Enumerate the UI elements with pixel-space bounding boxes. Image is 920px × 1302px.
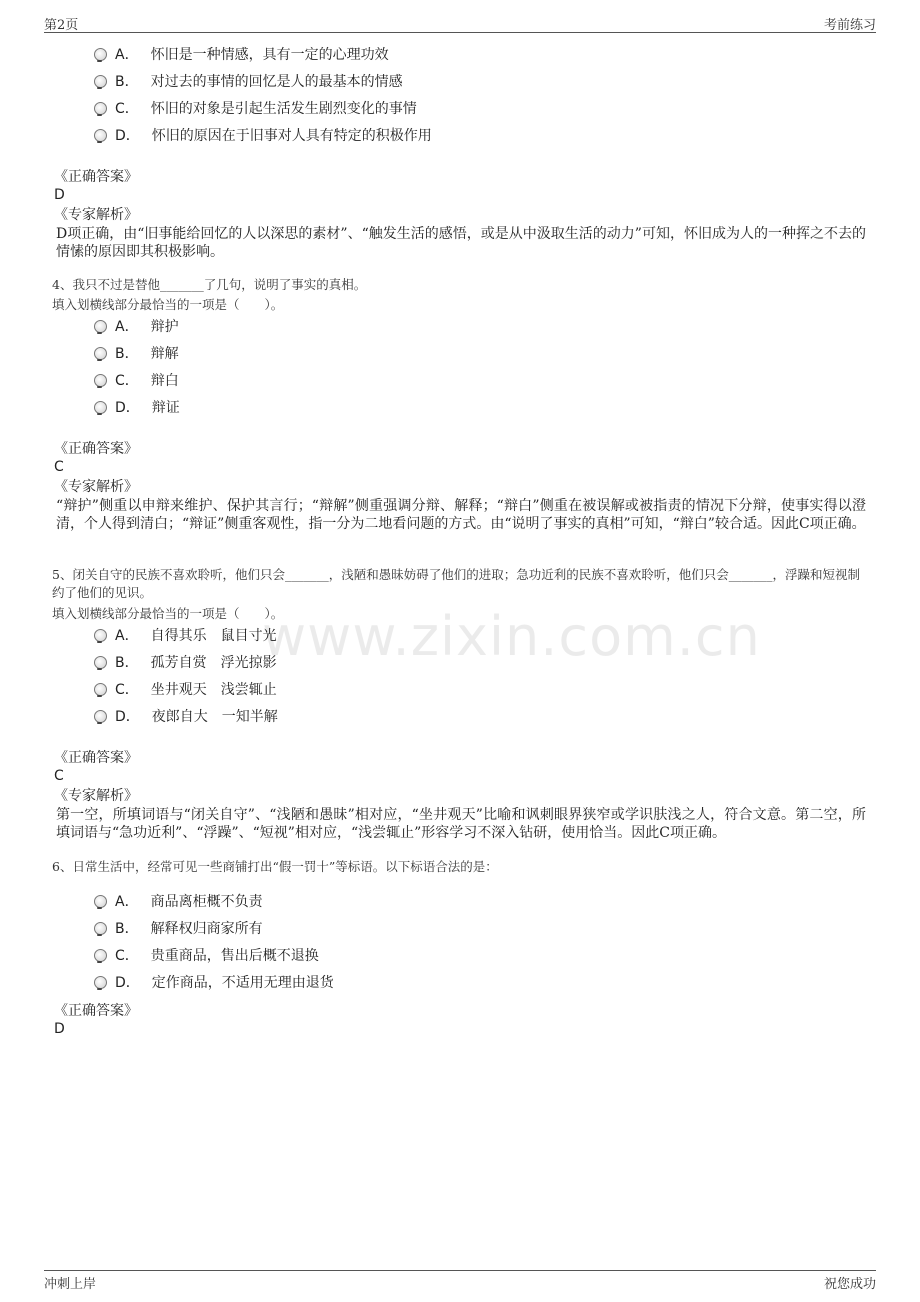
radio-icon[interactable] bbox=[94, 347, 107, 360]
q6-option-b[interactable]: B． 解释权归商家所有 bbox=[94, 918, 263, 940]
q3-option-d[interactable]: D． 怀旧的原因在于旧事对人具有特定的积极作用 bbox=[94, 125, 432, 147]
analysis-label: 《专家解析》 bbox=[54, 788, 138, 804]
radio-icon[interactable] bbox=[94, 656, 107, 669]
answer-value: D bbox=[54, 1021, 65, 1037]
analysis-text: D项正确，由“旧事能给回忆的人以深思的素材”、“触发生活的感悟，或是从中汲取生活的动力”可知，怀旧成为人的一种挥之不去的情愫的原因即其积极影响。 bbox=[56, 226, 866, 260]
radio-icon[interactable] bbox=[94, 374, 107, 387]
radio-icon[interactable] bbox=[94, 949, 107, 962]
watermark: www.zixin.com.cn bbox=[262, 605, 761, 668]
answer-label: 《正确答案》 bbox=[54, 1003, 138, 1019]
q5-option-a[interactable]: A． 自得其乐 鼠目寸光 bbox=[94, 625, 277, 647]
radio-icon[interactable] bbox=[94, 75, 107, 88]
answer-value: C bbox=[54, 459, 64, 475]
page-number: 第2页 bbox=[44, 18, 79, 33]
radio-icon[interactable] bbox=[94, 895, 107, 908]
analysis-label: 《专家解析》 bbox=[54, 479, 138, 495]
question-prompt: 填入划横线部分最恰当的一项是（ ）。 bbox=[52, 297, 284, 312]
question-stem: 5、闭关自守的民族不喜欢聆听，他们只会_______，浅陋和愚昧妨碍了他们的进取；急功近利的民族不喜欢聆听，他们只会_______，浮躁和短视制约了他们的见识。 bbox=[52, 567, 860, 600]
q5-option-d[interactable]: D． 夜郎自大 一知半解 bbox=[94, 706, 278, 728]
radio-icon[interactable] bbox=[94, 102, 107, 115]
analysis-label: 《专家解析》 bbox=[54, 207, 138, 223]
q5-option-b[interactable]: B． 孤芳自赏 浮光掠影 bbox=[94, 652, 277, 674]
footer-right: 祝您成功 bbox=[823, 1277, 876, 1292]
radio-icon[interactable] bbox=[94, 629, 107, 642]
analysis-text: 第一空，所填词语与“闭关自守”、“浅陋和愚昧”相对应，“坐井观天”比喻和讽刺眼界狭窄或学识肤浅之人，符合文意。第二空，所填词语与“急功近利”、“浮躁”、“短视”相对应，“浅尝辄止”形容学习不深入钻研，使用恰当。因此C项正确。 bbox=[56, 807, 866, 841]
analysis-text: “辩护”侧重以申辩来维护、保护其言行；“辩解”侧重强调分辩、解释；“辩白”侧重在被误解或被指责的情况下分辩，使事实得以澄清，个人得到清白；“辩证”侧重客观性，指一分为二地看问题的方式。由“说明了事实的真相”可知，“辩白”较合适。因此C项正确。 bbox=[56, 498, 866, 532]
q6-option-a[interactable]: A． 商品离柜概不负责 bbox=[94, 891, 263, 913]
radio-icon[interactable] bbox=[94, 401, 107, 414]
answer-label: 《正确答案》 bbox=[54, 169, 138, 185]
q5-option-c[interactable]: C． 坐井观天 浅尝辄止 bbox=[94, 679, 277, 701]
radio-icon[interactable] bbox=[94, 48, 107, 61]
page-footer bbox=[44, 1270, 876, 1295]
answer-label: 《正确答案》 bbox=[54, 750, 138, 766]
question-stem: 6、日常生活中，经常可见一些商铺打出“假一罚十”等标语。以下标语合法的是： bbox=[52, 859, 498, 874]
radio-icon[interactable] bbox=[94, 683, 107, 696]
radio-icon[interactable] bbox=[94, 710, 107, 723]
q6-option-d[interactable]: D． 定作商品，不适用无理由退货 bbox=[94, 972, 334, 994]
answer-value: D bbox=[54, 187, 65, 203]
page-header bbox=[44, 14, 876, 33]
q3-option-c[interactable]: C． 怀旧的对象是引起生活发生剧烈变化的事情 bbox=[94, 98, 417, 120]
q3-option-a[interactable]: A． 怀旧是一种情感，具有一定的心理功效 bbox=[94, 44, 389, 66]
q4-option-d[interactable]: D． 辩证 bbox=[94, 397, 180, 419]
answer-label: 《正确答案》 bbox=[54, 441, 138, 457]
radio-icon[interactable] bbox=[94, 976, 107, 989]
q4-option-a[interactable]: A． 辩护 bbox=[94, 316, 179, 338]
radio-icon[interactable] bbox=[94, 129, 107, 142]
question-stem: 4、我只不过是替他_______了几句，说明了事实的真相。 bbox=[52, 277, 367, 292]
radio-icon[interactable] bbox=[94, 320, 107, 333]
radio-icon[interactable] bbox=[94, 922, 107, 935]
q4-option-b[interactable]: B． 辩解 bbox=[94, 343, 179, 365]
header-title: 考前练习 bbox=[823, 18, 876, 33]
question-prompt: 填入划横线部分最恰当的一项是（ ）。 bbox=[52, 606, 284, 621]
answer-value: C bbox=[54, 768, 64, 784]
q4-option-c[interactable]: C． 辩白 bbox=[94, 370, 179, 392]
footer-left: 冲刺上岸 bbox=[44, 1277, 97, 1292]
q3-option-b[interactable]: B． 对过去的事情的回忆是人的最基本的情感 bbox=[94, 71, 403, 93]
q6-option-c[interactable]: C． 贵重商品，售出后概不退换 bbox=[94, 945, 319, 967]
